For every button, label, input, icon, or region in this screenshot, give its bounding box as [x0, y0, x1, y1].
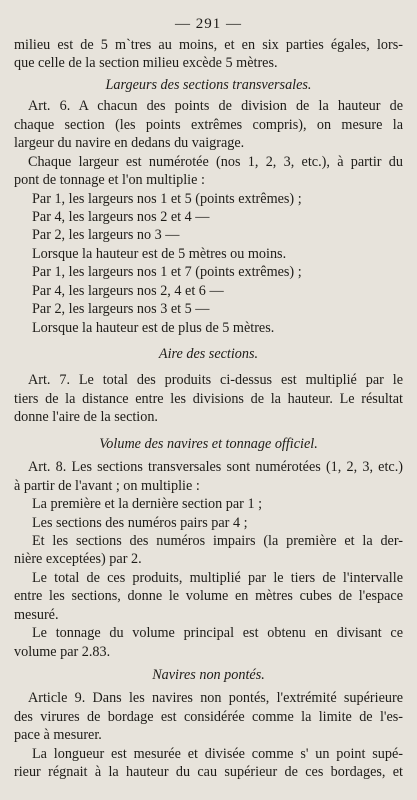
text-line: volume par 2.83.	[14, 643, 111, 660]
text-line: Lorsque la hauteur est de 5 mètres ou moins.	[32, 245, 287, 262]
text-line: des virures de bordage est considérée comme la limite de l'es-	[14, 708, 403, 725]
text-line: milieu est de 5 m`tres au moins, et en six parties égales, lors-	[14, 37, 403, 53]
text-line: Art. 7. Le total des produits ci-dessus est multiplié par le	[28, 372, 403, 389]
text-line: nière exceptées) par 2.	[14, 551, 142, 568]
text-line: Par 1, les largeurs nos 1 et 5 (points extrêmes) ;	[32, 190, 302, 207]
text-line: pont de tonnage et l'on multiplie :	[14, 172, 205, 189]
text-line: mesuré.	[14, 606, 59, 623]
text-line: Les sections des numéros pairs par 4 ;	[32, 514, 248, 531]
text-line: La longueur est mesurée et divisée comme s' un point supé-	[32, 745, 403, 762]
text-line: Par 4, les largeurs nos 2 et 4 —	[32, 208, 210, 225]
text-line: largeur du navire en dedans du vaigrage.	[14, 135, 245, 152]
section-heading-volume: Volume des navires et tonnage officiel.	[99, 435, 318, 452]
section-heading-navires-non-pontes: Navires non pontés.	[152, 667, 265, 683]
text-line: La première et la dernière section par 1 ;	[32, 496, 263, 513]
text-line: Le tonnage du volume principal est obtenu en divisant ce	[32, 625, 403, 642]
text-line: Art. 6. A chacun des points de division de la hauteur de	[28, 98, 403, 115]
text-line: Et les sections des numéros impairs (la première et la der-	[32, 532, 403, 549]
text-line: Chaque largeur est numérotée (nos 1, 2, 3, etc.), à partir du	[28, 153, 403, 170]
text-line: Par 2, les largeurs no 3 —	[32, 227, 180, 244]
text-line: donne l'aire de la section.	[14, 409, 158, 426]
text-line: Par 2, les largeurs nos 3 et 5 —	[32, 301, 210, 318]
text-line: Article 9. Dans les navires non pontés, l'extrémité supérieure	[28, 690, 403, 707]
text-line: à partir de l'avant ; on multiplie :	[14, 477, 200, 494]
section-heading-largeurs: Largeurs des sections transversales.	[105, 76, 312, 93]
section-heading-aire: Aire des sections.	[158, 346, 259, 362]
text-line: chaque section (les points extrêmes compris), on mesure la	[14, 116, 403, 133]
text-line: rieur régnait à la hauteur du cau supérieur de ces bordages, et	[14, 764, 403, 781]
text-line: Par 4, les largeurs nos 2, 4 et 6 —	[32, 282, 224, 299]
text-line: pace à mesurer.	[14, 727, 102, 744]
page-number: — 291 —	[175, 16, 242, 32]
text-line: que celle de la section milieu excède 5 mètres.	[14, 55, 278, 72]
text-line: Art. 8. Les sections transversales sont numérotées (1, 2, 3, etc.)	[28, 459, 403, 476]
text-line: Le total de ces produits, multiplié par le tiers de l'intervalle	[32, 569, 403, 586]
text-line: entre les sections, donne le volume en mètres cubes de l'espace	[14, 588, 403, 605]
text-line: Lorsque la hauteur est de plus de 5 mètres.	[32, 319, 275, 336]
text-line: tiers de la distance entre les divisions de la hauteur. Le résultat	[14, 390, 403, 407]
text-line: Par 1, les largeurs nos 1 et 7 (points extrêmes) ;	[32, 264, 302, 281]
